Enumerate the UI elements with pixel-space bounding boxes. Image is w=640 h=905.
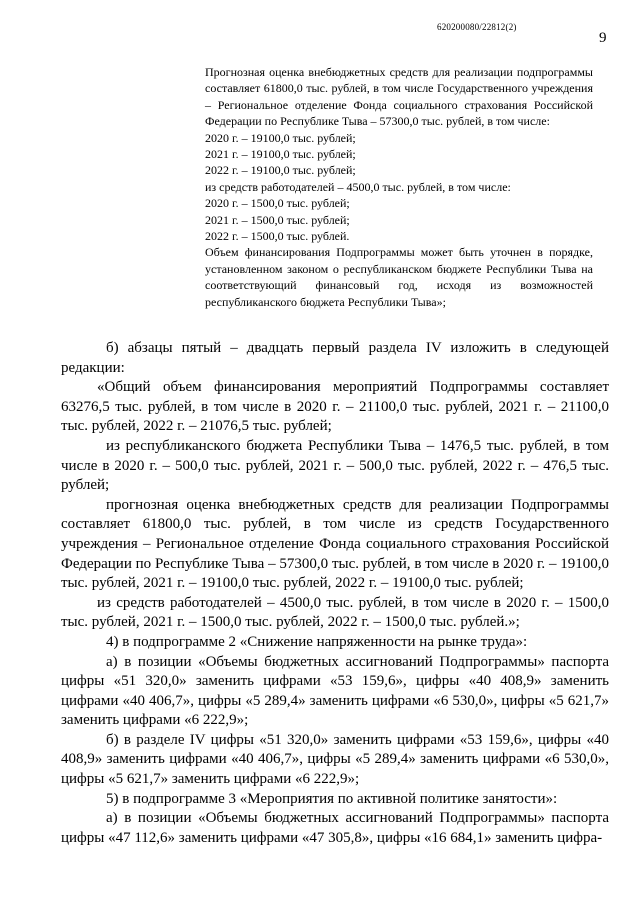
page-number: 9 xyxy=(599,30,607,46)
body-paragraph: 5) в подпрограмме 3 «Мероприятия по активной политике занятости»: xyxy=(106,790,558,807)
body-paragraph: а) в позиции «Объемы бюджетных ассигнований Подпрограммы» паспорта цифры «47 112,6» заменить цифрами «47 305,8», цифры «16 684,1» заменить цифра- xyxy=(61,810,609,846)
body-paragraph: а) в позиции «Объемы бюджетных ассигнований Подпрограммы» паспорта цифры «51 320,0» заменить цифрами «53 159,6», цифры «40 408,9» заменить цифрами «40 406,7», цифры «5 289,4» заменить цифрами «6 530,0», цифры «5 621,7» заменить цифрами «6 222,9»; xyxy=(61,653,609,729)
inset-line: 2022 г. – 19100,0 тыс. рублей; xyxy=(205,163,356,178)
inset-paragraph: Объем финансирования Подпрограммы может быть уточнен в порядке, установленном законом о республиканском бюджете Республики Тыва на соответствующий финансовый год, исходя из возможностей республиканского бюджета Республики Тыва»; xyxy=(205,245,593,309)
inset-line: 2020 г. – 1500,0 тыс. рублей; xyxy=(205,196,350,211)
body-paragraph: б) абзацы пятый – двадцать первый раздела IV изложить в следующей редакции: xyxy=(61,340,609,376)
main-text xyxy=(61,339,609,848)
document-code: 620200080/22812(2) xyxy=(437,22,517,32)
body-paragraph: из республиканского бюджета Республики Тыва – 1476,5 тыс. рублей, в том числе в 2020 г. – 500,0 тыс. рублей, 2021 г. – 500,0 тыс. рублей, 2022 г. – 476,5 тыс. рублей; xyxy=(61,437,609,494)
body-paragraph: б) в разделе IV цифры «51 320,0» заменить цифрами «53 159,6», цифры «40 408,9» заменить цифрами «40 406,7», цифры «5 289,4» заменить цифрами «6 530,0», цифры «5 621,7» заменить цифрами «6 222,9»; xyxy=(61,731,609,788)
inset-line: из средств работодателей – 4500,0 тыс. рублей, в том числе: xyxy=(205,179,511,194)
body-paragraph: «Общий объем финансирования мероприятий Подпрограммы составляет 63276,5 тыс. рублей, в том числе в 2020 г. – 21100,0 тыс. рублей, 2021 г. – 21100,0 тыс. рублей, 2022 г. – 21076,5 тыс. рублей; xyxy=(61,379,609,435)
passport-excerpt xyxy=(205,64,593,310)
inset-line: 2021 г. – 19100,0 тыс. рублей; xyxy=(205,147,356,162)
body-paragraph: из средств работодателей – 4500,0 тыс. рублей, в том числе в 2020 г. – 1500,0 тыс. рублей, 2021 г. – 1500,0 тыс. рублей, 2022 г. – 1500,0 тыс. рублей.»; xyxy=(61,594,609,631)
inset-line: 2021 г. – 1500,0 тыс. рублей; xyxy=(205,212,350,227)
inset-line: 2020 г. – 19100,0 тыс. рублей; xyxy=(205,130,356,145)
body-paragraph: 4) в подпрограмме 2 «Снижение напряженности на рынке труда»: xyxy=(106,633,528,650)
inset-paragraph: Прогнозная оценка внебюджетных средств для реализации подпрограммы составляет 61800,0 тыс. рублей, в том числе Государственного учреждения – Региональное отделение Фонда социального страхования Российской Федерации по Республике Тыва – 57300,0 тыс. рублей, в том числе: xyxy=(205,65,593,129)
inset-line: 2022 г. – 1500,0 тыс. рублей. xyxy=(205,229,350,244)
body-paragraph: прогнозная оценка внебюджетных средств для реализации Подпрограммы составляет 61800,0 тыс. рублей, в том числе из средств Государственного учреждения – Региональное отделение Фонда социального страхования Российской Федерации по Республике Тыва – 57300,0 тыс. рублей, в том числе в 2020 г. – 19100,0 тыс. рублей, 2021 г. – 19100,0 тыс. рублей, 2022 г. – 19100,0 тыс. рублей; xyxy=(61,496,609,592)
